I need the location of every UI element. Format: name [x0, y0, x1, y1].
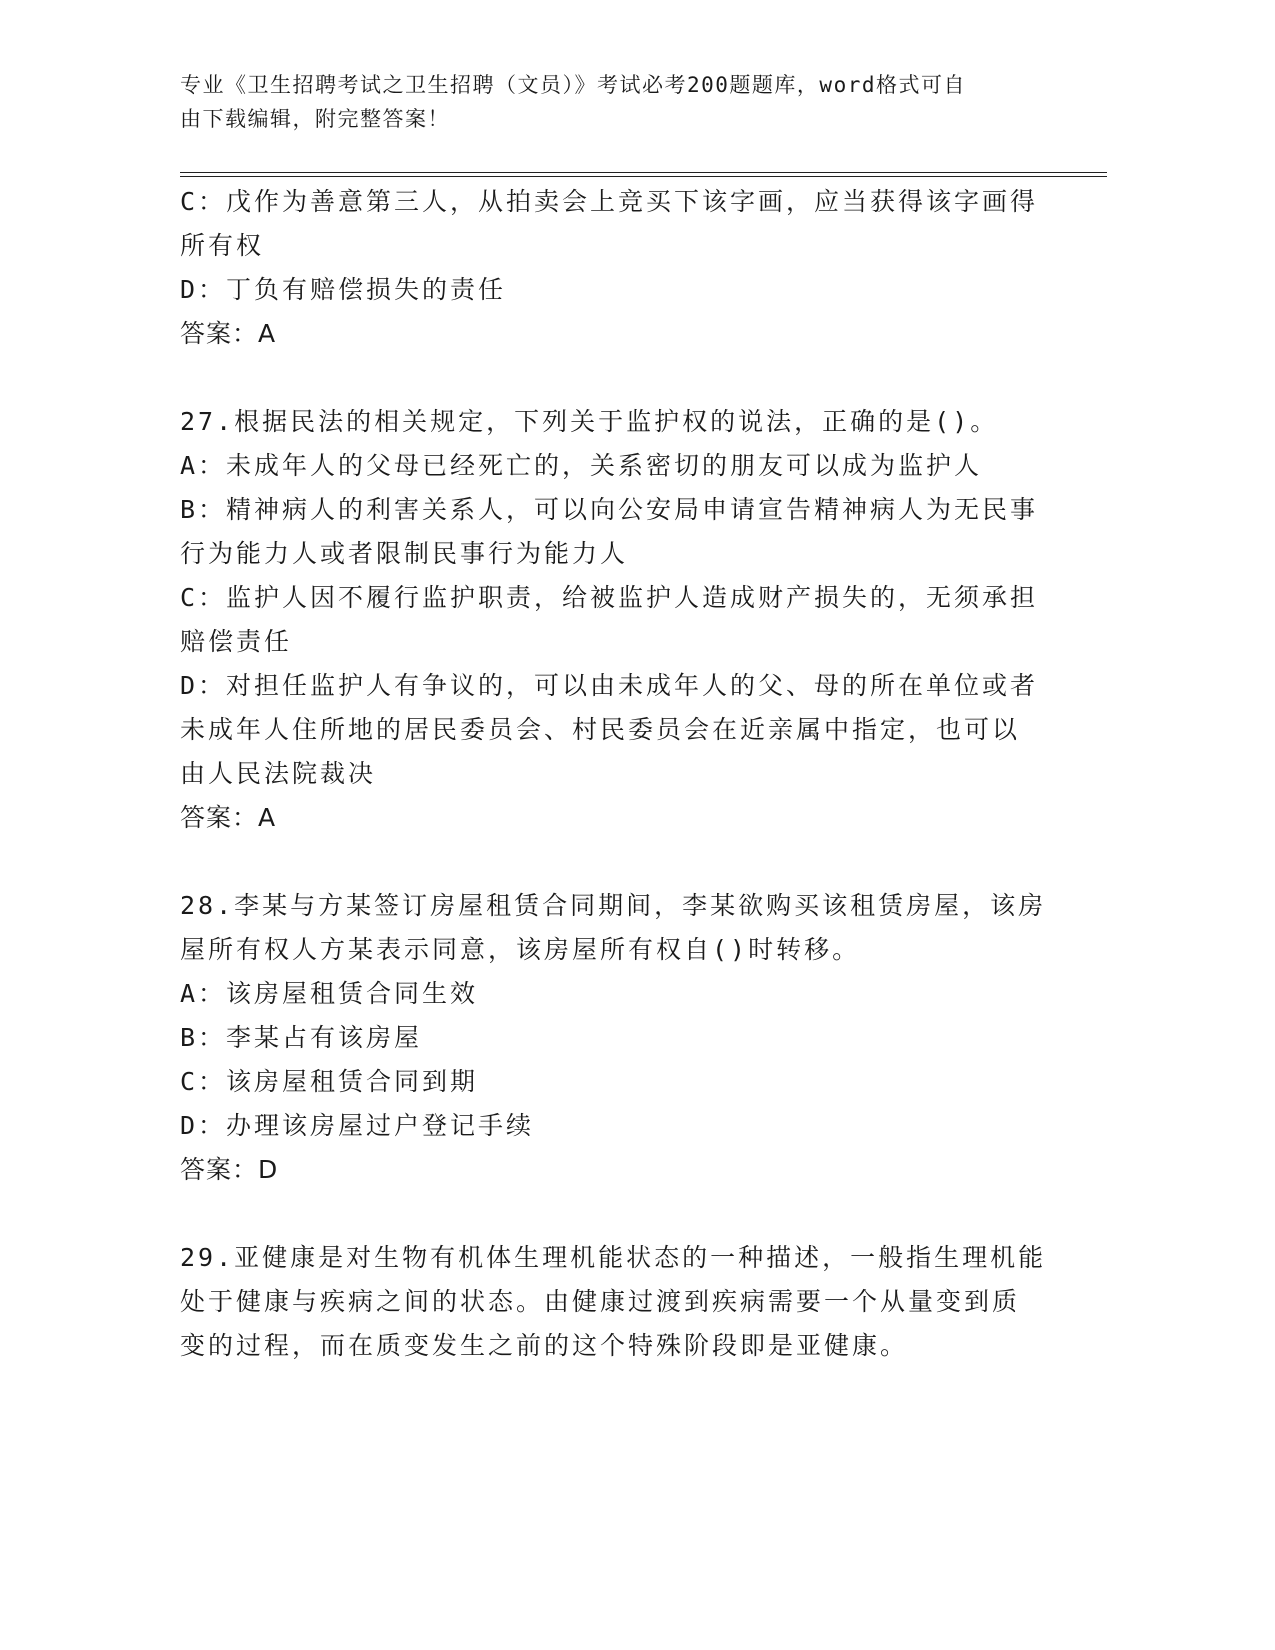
option-d-continued: 未成年人住所地的居民委员会、村民委员会在近亲属中指定，也可以 — [180, 715, 1021, 744]
question-stem-continued: 屋所有权人方某表示同意，该房屋所有权自()时转移。 — [180, 935, 861, 964]
option-d: D：对担任监护人有争议的，可以由未成年人的父、母的所在单位或者 — [180, 671, 1039, 700]
question-28 — [180, 884, 1047, 1192]
spacer — [180, 1192, 1040, 1236]
question-stem: 28.李某与方某签订房屋租赁合同期间，李某欲购买该租赁房屋，该房 — [180, 891, 1047, 920]
question-stem-continued: 处于健康与疾病之间的状态。由健康过渡到疾病需要一个从量变到质 — [180, 1287, 1021, 1316]
question-stem: 27.根据民法的相关规定，下列关于监护权的说法，正确的是()。 — [180, 407, 999, 436]
option-a: A：该房屋租赁合同生效 — [180, 979, 479, 1008]
option-c: C：该房屋租赁合同到期 — [180, 1067, 479, 1096]
option-a: A：未成年人的父母已经死亡的，关系密切的朋友可以成为监护人 — [180, 451, 983, 480]
spacer — [180, 356, 1040, 400]
document-header — [180, 68, 1040, 136]
option-d: D：办理该房屋过户登记手续 — [180, 1111, 535, 1140]
question-stem: 29.亚健康是对生物有机体生理机能状态的一种描述，一般指生理机能 — [180, 1243, 1047, 1272]
header-line: 由下载编辑，附完整答案！ — [180, 107, 450, 131]
answer: 答案：A — [180, 803, 277, 832]
option-c-continued: 赔偿责任 — [180, 627, 293, 656]
question-27 — [180, 400, 1040, 840]
option-b: B：李某占有该房屋 — [180, 1023, 423, 1052]
answer: 答案：A — [180, 319, 277, 348]
question-stem-continued: 变的过程，而在质变发生之前的这个特殊阶段即是亚健康。 — [180, 1331, 909, 1360]
spacer — [180, 840, 1040, 884]
document-body — [180, 180, 1047, 1368]
option-c: C：监护人因不履行监护职责，给被监护人造成财产损失的，无须承担 — [180, 583, 1039, 612]
option-c-continued: 所有权 — [180, 231, 265, 260]
option-d: D：丁负有赔偿损失的责任 — [180, 275, 507, 304]
answer: 答案：D — [180, 1155, 279, 1184]
header-line: 专业《卫生招聘考试之卫生招聘（文员）》考试必考200题题库，word格式可自 — [180, 73, 966, 97]
option-c: C：戊作为善意第三人，从拍卖会上竞买下该字画，应当获得该字画得 — [180, 187, 1039, 216]
option-d-continued: 由人民法院裁决 — [180, 759, 377, 788]
question-29 — [180, 1236, 1047, 1368]
header-divider — [180, 172, 1107, 177]
option-b: B：精神病人的利害关系人，可以向公安局申请宣告精神病人为无民事 — [180, 495, 1039, 524]
option-b-continued: 行为能力人或者限制民事行为能力人 — [180, 539, 629, 568]
question-26 — [180, 180, 1040, 356]
